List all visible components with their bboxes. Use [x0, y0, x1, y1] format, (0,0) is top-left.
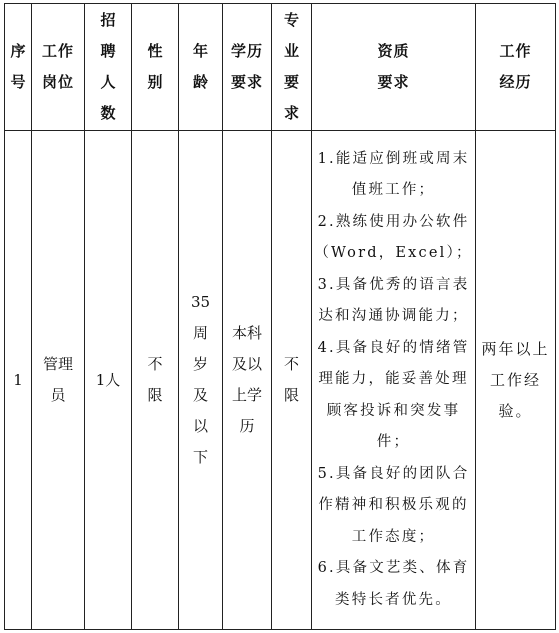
cell-age: 35 周 岁 及 以 下: [179, 131, 223, 630]
table-row: [5, 131, 556, 630]
qualification-item: 1.能适应倒班或周末值班工作；: [317, 150, 470, 199]
header-gender: 性 别: [132, 4, 179, 131]
header-index: 序 号: [5, 4, 32, 131]
qualification-item: 4.具备良好的情绪管理能力，能妥善处理顾客投诉和突发事件；: [317, 339, 470, 451]
qualification-item: 6.具备文艺类、体育类特长者优先。: [317, 560, 470, 608]
header-position: 工作 岗位: [32, 4, 85, 131]
header-experience: 工作 经历: [476, 4, 556, 131]
qualification-item: 2.熟练使用办公软件（Word，Excel）；: [314, 213, 473, 262]
cell-education: 本科 及以 上学 历: [223, 131, 272, 630]
cell-index: 1: [5, 131, 32, 630]
cell-position: 管理 员: [32, 131, 85, 630]
header-major: 专 业 要 求: [272, 4, 312, 131]
header-row: [5, 4, 556, 131]
qualification-item: 3.具备优秀的语言表达和沟通协调能力；: [317, 276, 470, 325]
header-count: 招 聘 人 数: [85, 4, 132, 131]
recruitment-table: [4, 3, 556, 630]
cell-experience: 两年以上工作经验。: [476, 131, 556, 630]
cell-major: 不 限: [272, 131, 312, 630]
cell-gender: 不 限: [132, 131, 179, 630]
header-qualification: 资质 要求: [312, 4, 476, 131]
header-age: 年 龄: [179, 4, 223, 131]
header-education: 学历 要求: [223, 4, 272, 131]
qualification-item: 5.具备良好的团队合作精神和积极乐观的工作态度；: [317, 465, 470, 545]
cell-qualification: [312, 131, 476, 630]
cell-count: 1人: [85, 131, 132, 630]
